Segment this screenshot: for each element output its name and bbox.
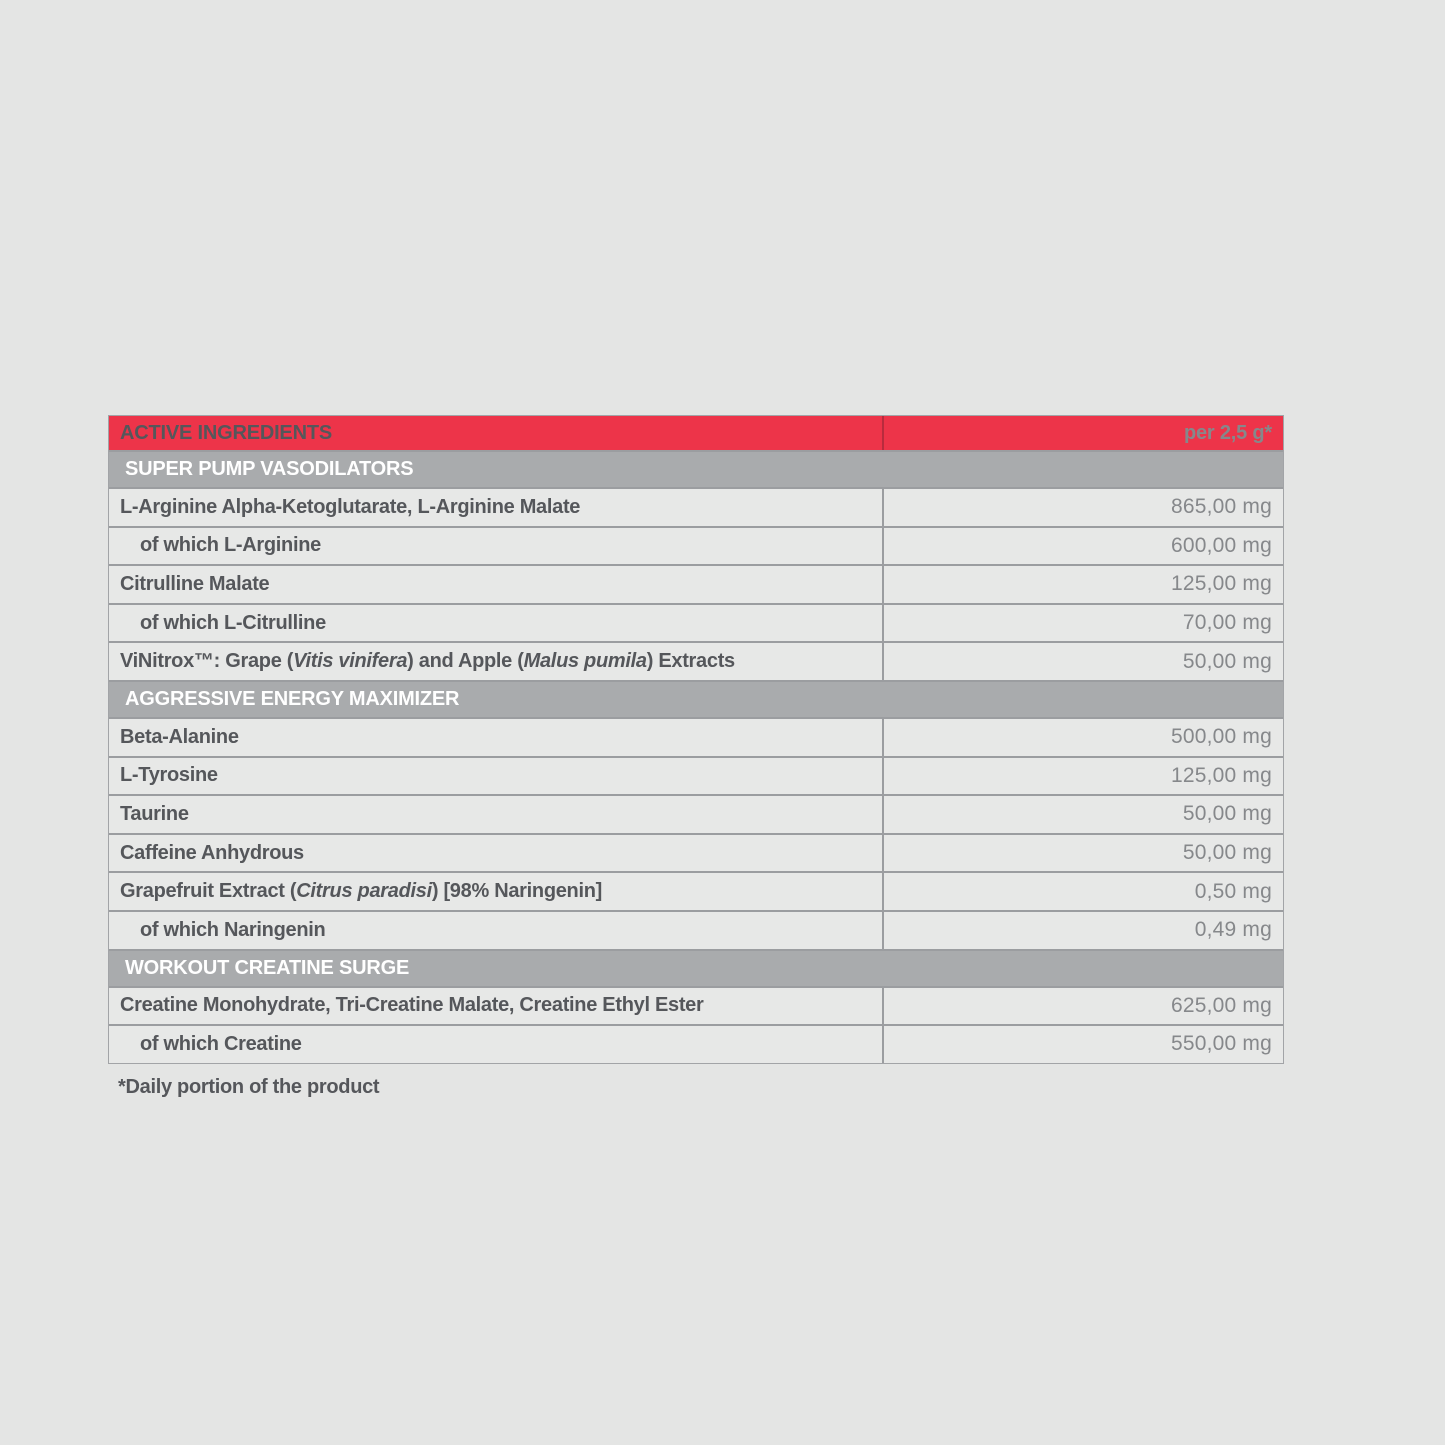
ingredient-label: ViNitrox™: Grape ( Vitis vinifera ) and Apple ( Malus pumila ) Extracts [109, 643, 884, 680]
ingredient-amount: 70,00 mg [1182, 611, 1272, 635]
table-row [109, 526, 1283, 565]
table-row [109, 487, 1283, 526]
section-title: SUPER PUMP VASODILATORS [125, 458, 414, 480]
ingredient-amount: 865,00 mg [1170, 495, 1272, 519]
per-serving-label: per 2,5 g* [1183, 421, 1272, 444]
section-title: AGGRESSIVE ENERGY MAXIMIZER [125, 687, 460, 710]
ingredient-label: Citrulline Malate [109, 566, 884, 603]
ingredient-amount: 125,00 mg [1170, 763, 1272, 787]
table-row [109, 833, 1283, 872]
ingredient-amount: 625,00 mg [1170, 993, 1272, 1017]
ingredients-table [108, 415, 1284, 1064]
table-row [109, 603, 1283, 642]
ingredient-amount: 125,00 mg [1170, 572, 1272, 596]
ingredient-label: Grapefruit Extract ( Citrus paradisi ) [98% Naringenin] [109, 873, 884, 910]
ingredient-label: of which Creatine [109, 1026, 884, 1063]
ingredient-amount: 550,00 mg [1170, 1032, 1272, 1056]
ingredient-label: L-Tyrosine [109, 758, 884, 795]
table-row [109, 756, 1283, 795]
ingredient-amount: 50,00 mg [1182, 841, 1272, 865]
table-row [109, 871, 1283, 910]
ingredient-label: of which Naringenin [109, 912, 884, 949]
ingredients-table-body [109, 450, 1283, 1063]
section-header [109, 949, 1283, 986]
ingredient-label: Taurine [109, 796, 884, 833]
ingredient-label: L-Arginine Alpha-Ketoglutarate, L-Arginine Malate [109, 489, 884, 526]
table-row [109, 986, 1283, 1025]
ingredient-label: Caffeine Anhydrous [109, 835, 884, 872]
table-row [109, 794, 1283, 833]
ingredient-amount: 600,00 mg [1170, 533, 1272, 557]
ingredient-label: of which L-Arginine [109, 528, 884, 565]
table-row [109, 717, 1283, 756]
table-row [109, 564, 1283, 603]
ingredient-amount: 50,00 mg [1182, 649, 1272, 673]
table-row [109, 641, 1283, 680]
ingredient-label: Beta-Alanine [109, 719, 884, 756]
ingredient-label: of which L-Citrulline [109, 605, 884, 642]
ingredient-amount: 500,00 mg [1170, 725, 1272, 749]
section-title: WORKOUT CREATINE SURGE [125, 956, 410, 979]
ingredient-amount: 0,49 mg [1194, 918, 1272, 942]
table-row [109, 1024, 1283, 1063]
daily-portion-footnote: *Daily portion of the product [118, 1075, 380, 1098]
ingredient-amount: 0,50 mg [1194, 879, 1272, 903]
active-ingredients-panel [108, 415, 1284, 1099]
ingredient-label: Creatine Monohydrate, Tri-Creatine Malate, Creatine Ethyl Ester [109, 988, 884, 1025]
table-header-amount-cell [884, 416, 1283, 450]
table-header-title-cell [109, 416, 884, 450]
section-header [109, 680, 1283, 717]
ingredient-amount: 50,00 mg [1182, 802, 1272, 826]
table-row [109, 910, 1283, 949]
section-header [109, 450, 1283, 487]
table-header-row [109, 416, 1283, 450]
table-title: ACTIVE INGREDIENTS [120, 421, 332, 444]
